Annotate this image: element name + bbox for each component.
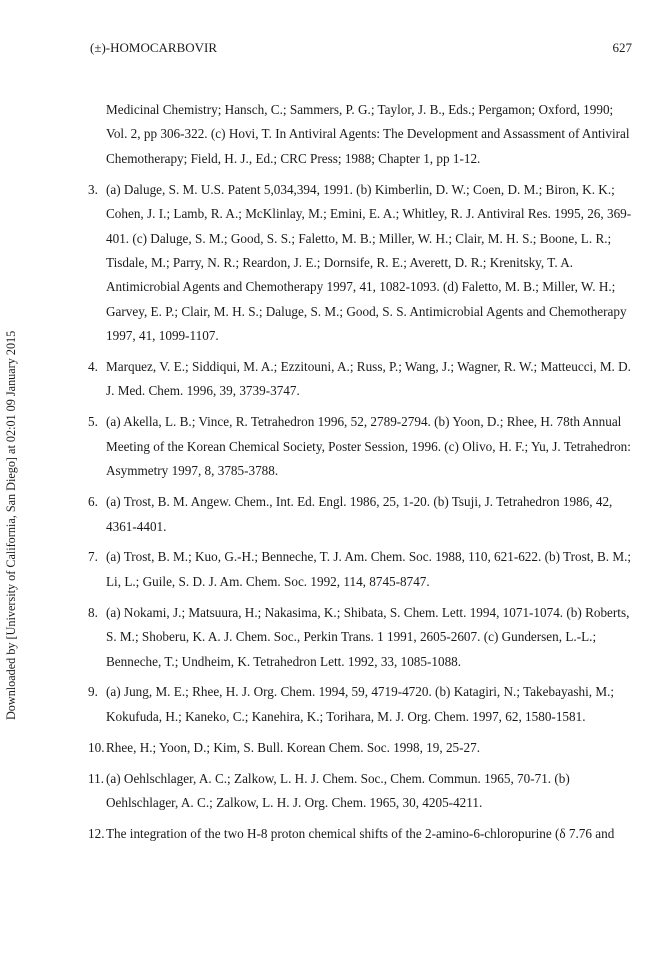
- running-title: (±)-HOMOCARBOVIR: [90, 40, 218, 55]
- reference-text: (a) Daluge, S. M. U.S. Patent 5,034,394, 1991. (b) Kimberlin, D. W.; Coen, D. M.; Biron, K. K.; Cohen, J. I.; Lamb, R. A.; McKlinlay, M.; Emini, E. A.; Whitley, R. J. Antiviral Res. 1995, 26, 369-401. (c) Daluge, S. M.; Good, S. S.; Faletto, M. B.; Miller, W. H.; Clair, M. H. S.; Boone, L. R.; Tisdale, M.; Parry, N. R.; Reardon, J. E.; Dornsife, R. E.; Averett, D. R.; Krenitsky, T. A. Antimicrobial Agents and Chemotherapy 1997, 41, 1082-1093. (d) Faletto, M. B.; Miller, W. H.; Garvey, E. P.; Clair, M. H. S.; Daluge, S. M.; Good, S. S. Antimicrobial Agents and Chemotherapy 1997, 41, 1099-1107.: [106, 181, 632, 344]
- reference-number: 12.: [88, 825, 105, 841]
- reference-number: 5.: [88, 414, 98, 430]
- reference-text: Rhee, H.; Yoon, D.; Kim, S. Bull. Korean Chem. Soc. 1998, 19, 25-27.: [106, 739, 481, 755]
- reference-number: 3.: [88, 181, 98, 197]
- reference-number: 10.: [88, 739, 105, 755]
- reference-item-6: [88, 490, 634, 539]
- reference-number: 4.: [88, 359, 98, 375]
- reference-number: 7.: [88, 549, 98, 565]
- reference-number: 11.: [88, 770, 104, 786]
- download-watermark-text: Downloaded by [University of California, San Diego] at 02:01 09 January 2015: [4, 330, 18, 720]
- reference-text: (a) Jung, M. E.; Rhee, H. J. Org. Chem. 1994, 59, 4719-4720. (b) Katagiri, N.; Takebayashi, M.; Kokufuda, H.; Kaneko, C.; Kanehira, K.; Torihara, M. J. Org. Chem. 1997, 62, 1580-1581.: [106, 684, 615, 724]
- reference-text: (a) Akella, L. B.; Vince, R. Tetrahedron 1996, 52, 2789-2794. (b) Yoon, D.; Rhee, H. 78th Annual Meeting of the Korean Chemical Society, Poster Session, 1996. (c) Olivo, H. F.; Yu, J. Tetrahedron: Asymmetry 1997, 8, 3785-3788.: [106, 414, 631, 479]
- reference-text: (a) Oehlschlager, A. C.; Zalkow, L. H. J. Chem. Soc., Chem. Commun. 1965, 70-71. (b) Oehlschlager, A. C.; Zalkow, L. H. J. Org. Chem. 1965, 30, 4205-4211.: [106, 770, 570, 811]
- reference-text: (a) Trost, B. M. Angew. Chem., Int. Ed. Engl. 1986, 25, 1-20. (b) Tsuji, J. Tetrahedron 1986, 42, 4361-4401.: [106, 494, 613, 534]
- reference-text: Marquez, V. E.; Siddiqui, M. A.; Ezzitouni, A.; Russ, P.; Wang, J.; Wagner, R. W.; Matteucci, M. D. J. Med. Chem. 1996, 39, 3739-3747.: [106, 359, 631, 399]
- page-number: 627: [612, 40, 632, 55]
- reference-number: 9.: [88, 684, 98, 700]
- reference-item-4: [88, 355, 634, 404]
- reference-item-7: [88, 545, 634, 594]
- reference-text: The integration of the two H-8 proton chemical shifts of the 2-amino-6-chloropurine (δ 7.76 and: [106, 825, 615, 841]
- reference-item-10: [88, 736, 634, 760]
- download-watermark: [2, 200, 24, 720]
- reference-item-8: [88, 601, 634, 674]
- reference-item-11: [88, 767, 634, 816]
- reference-item-12: [88, 822, 634, 846]
- running-header: [90, 40, 632, 60]
- references-list: [88, 98, 634, 846]
- reference-number: 6.: [88, 494, 98, 510]
- reference-continuation: [88, 98, 634, 171]
- reference-item-3: [88, 178, 634, 349]
- reference-continuation-text: Medicinal Chemistry; Hansch, C.; Sammers, P. G.; Taylor, J. B., Eds.; Pergamon; Oxford, 1990; Vol. 2, pp 306-322. (c) Hovi, T. In Antiviral Agents: The Development and Assassment of Antiviral Chemotherapy; Field, H. J., Ed.; CRC Press; 1988; Chapter 1, pp 1-12.: [106, 102, 630, 166]
- reference-text: (a) Trost, B. M.; Kuo, G.-H.; Benneche, T. J. Am. Chem. Soc. 1988, 110, 621-622. (b) Trost, B. M.; Li, L.; Guile, S. D. J. Am. Chem. Soc. 1992, 114, 8745-8747.: [106, 549, 632, 589]
- reference-text: (a) Nokami, J.; Matsuura, H.; Nakasima, K.; Shibata, S. Chem. Lett. 1994, 1071-1074. (b) Roberts, S. M.; Shoberu, K. A. J. Chem. Soc., Perkin Trans. 1 1991, 2605-2607. (c) Gundersen, L.-L.; Benneche, T.; Undheim, K. Tetrahedron Lett. 1992, 33, 1085-1088.: [106, 604, 630, 669]
- reference-item-9: [88, 680, 634, 729]
- reference-number: 8.: [88, 604, 98, 620]
- reference-item-5: [88, 410, 634, 483]
